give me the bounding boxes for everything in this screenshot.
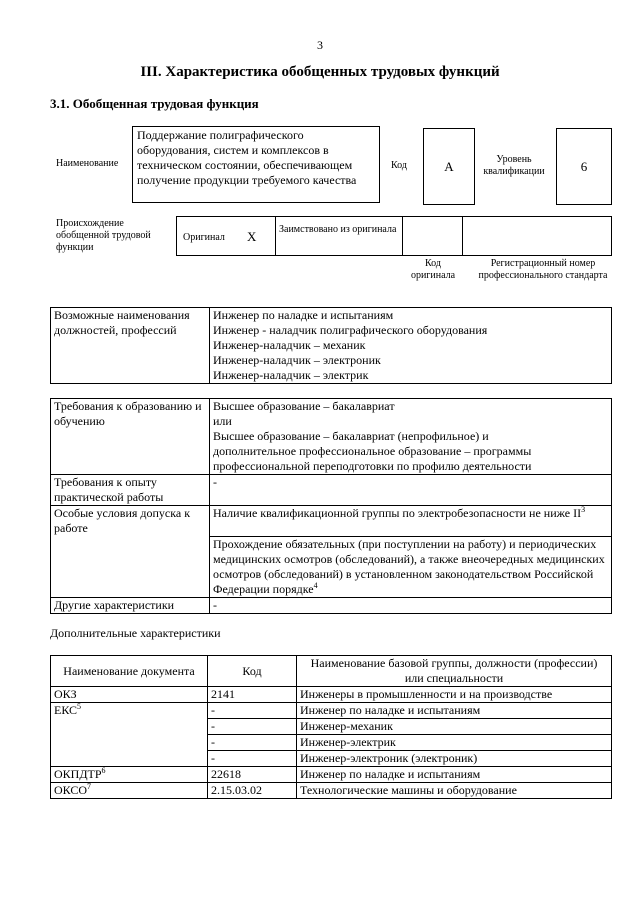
special-label: Особые условия допуска к работе xyxy=(51,506,210,598)
positions-label: Возможные наименования должностей, профессий xyxy=(51,308,210,384)
original-label: Оригинал xyxy=(183,232,225,243)
origin-label: Происхождение обобщенной трудовой функции xyxy=(56,218,151,253)
doc-cell xyxy=(51,783,208,799)
positions-list xyxy=(210,308,612,384)
okso-doc: ОКСО xyxy=(54,783,88,797)
edu-line: дополнительное профессиональное образование – программы xyxy=(213,444,532,458)
code-cell: 2.15.03.02 xyxy=(208,783,297,799)
footnote-7: 7 xyxy=(87,782,92,791)
name-cell: Инженер по наладке и испытаниям xyxy=(297,767,612,783)
name-cell: Технологические машины и оборудование xyxy=(297,783,612,799)
level-box xyxy=(556,128,612,205)
table-row xyxy=(51,703,612,719)
subsection-title: 3.1. Обобщенная трудовая функция xyxy=(50,96,259,111)
code-box xyxy=(423,128,475,205)
table-row xyxy=(51,783,612,799)
doc-cell xyxy=(51,767,208,783)
doc-cell xyxy=(51,703,208,767)
special-2-text: Прохождение обязательных (при поступлении на работу) и периодических медицинских осмотров (обследований), а также внеочередных медицинских осмотров (обследований) в установленном законодательством Российской Федерации порядке xyxy=(213,537,605,596)
origin-code-cell xyxy=(402,217,463,255)
edu-value xyxy=(210,399,612,475)
code-value: A xyxy=(444,159,454,174)
origin-table xyxy=(176,216,612,256)
col-doc-header: Наименование документа xyxy=(51,656,208,687)
position-item: Инженер-наладчик – механик xyxy=(213,338,366,352)
footnote-3: 3 xyxy=(581,505,586,514)
footnote-5: 5 xyxy=(77,702,82,711)
other-value: - xyxy=(210,598,612,614)
function-name-text: Поддержание полиграфического оборудования, систем и комплексов в техническом состоянии, обеспечивающем получение продукции требуемого качества xyxy=(137,128,357,187)
code-caption: Код оригинала xyxy=(410,258,456,281)
regnum-caption: Регистрационный номер профессионального стандарта xyxy=(478,258,608,281)
position-item: Инженер-наладчик – электроник xyxy=(213,353,381,367)
exp-label: Требования к опыту практической работы xyxy=(51,475,210,506)
special-1-text: Наличие квалификационной группы по электробезопасности не ниже II xyxy=(213,506,582,520)
edu-line: Высшее образование – бакалавриат (непрофильное) и xyxy=(213,429,489,443)
code-cell: - xyxy=(208,751,297,767)
name-label: Наименование xyxy=(56,158,119,169)
code-cell: 22618 xyxy=(208,767,297,783)
name-cell: Инженер по наладке и испытаниям xyxy=(297,703,612,719)
eks-doc: ЕКС xyxy=(54,703,78,717)
name-cell: Инженер-механик xyxy=(297,719,612,735)
page-number: 3 xyxy=(317,38,323,52)
table-row xyxy=(51,767,612,783)
col-name-header: Наименование базовой группы, должности (профессии) или специальности xyxy=(297,656,612,687)
function-name-box xyxy=(132,126,380,203)
level-label: Уровень квалификации xyxy=(483,154,545,177)
position-item: Инженер - наладчик полиграфического оборудования xyxy=(213,323,488,337)
borrowed-cell xyxy=(275,217,403,255)
special-1 xyxy=(210,506,612,537)
edu-label: Требования к образованию и обучению xyxy=(51,399,210,475)
footnote-4: 4 xyxy=(313,581,318,590)
additional-title: Дополнительные характеристики xyxy=(50,626,221,640)
position-item: Инженер по наладке и испытаниям xyxy=(213,308,394,322)
positions-table xyxy=(50,307,612,384)
name-cell: Инженер-электрик xyxy=(297,735,612,751)
table-row xyxy=(51,687,612,703)
exp-value: - xyxy=(210,475,612,506)
level-value: 6 xyxy=(580,159,588,174)
original-cell xyxy=(177,217,276,255)
edu-line: профессиональной переподготовки по профилю деятельности xyxy=(213,459,532,473)
code-cell: - xyxy=(208,703,297,719)
name-cell: Инженеры в промышленности и на производстве xyxy=(297,687,612,703)
original-mark: X xyxy=(247,229,257,244)
edu-line: Высшее образование – бакалавриат xyxy=(213,399,395,413)
name-cell: Инженер-электроник (электроник) xyxy=(297,751,612,767)
requirements-table xyxy=(50,398,612,614)
other-label: Другие характеристики xyxy=(51,598,210,614)
code-cell: - xyxy=(208,735,297,751)
footnote-6: 6 xyxy=(101,766,106,775)
section-title: III. Характеристика обобщенных трудовых функций xyxy=(140,64,500,80)
position-item: Инженер-наладчик – электрик xyxy=(213,368,369,382)
code-cell: 2141 xyxy=(208,687,297,703)
origin-regnum-cell xyxy=(462,217,611,255)
okpdtr-doc: ОКПДТР xyxy=(54,767,102,781)
doc-cell: ОКЗ xyxy=(51,687,208,703)
additional-table xyxy=(50,655,612,799)
col-code-header: Код xyxy=(208,656,297,687)
edu-line: или xyxy=(213,414,232,428)
borrowed-label: Заимствовано из оригинала xyxy=(279,224,397,235)
special-2 xyxy=(210,537,612,598)
code-label: Код xyxy=(391,160,407,171)
code-cell: - xyxy=(208,719,297,735)
